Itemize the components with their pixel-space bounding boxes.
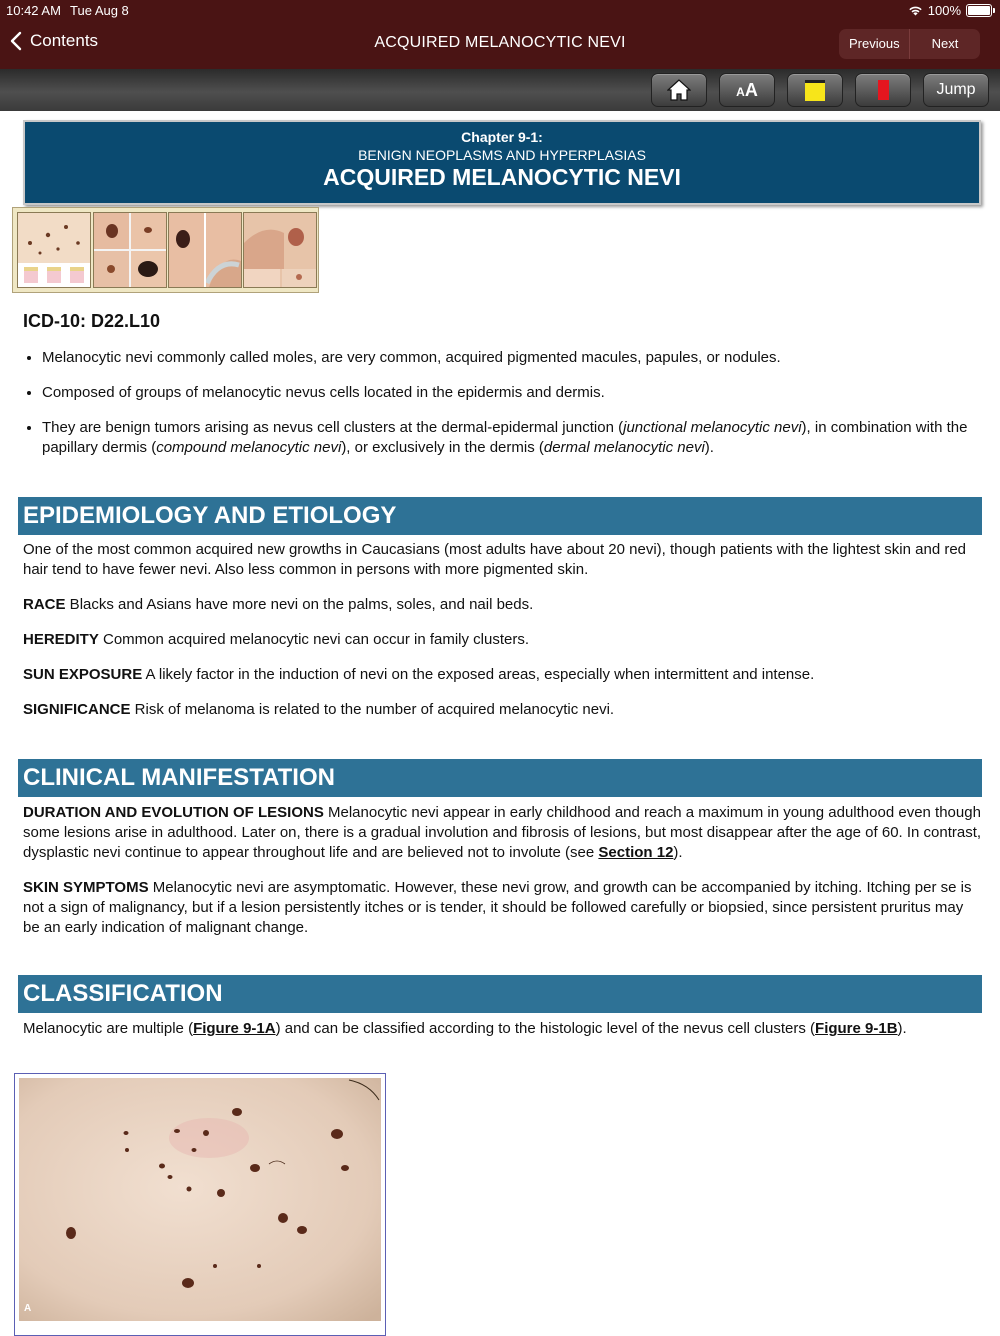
home-button[interactable] xyxy=(651,73,707,107)
previous-button[interactable]: Previous xyxy=(839,29,910,59)
nevi-thumbnail-image xyxy=(18,213,90,287)
epidemiology-section xyxy=(23,540,983,735)
bullet-term: compound melanocytic nevi xyxy=(156,439,342,456)
back-label: Contents xyxy=(30,31,99,50)
thumbnail-4[interactable] xyxy=(243,212,317,288)
paragraph-text: ). xyxy=(897,1020,907,1037)
note-button[interactable] xyxy=(787,73,843,107)
bullet-text: Composed of groups of melanocytic nevus cells located in the epidermis and dermis. xyxy=(42,384,605,401)
battery-percent: 100% xyxy=(927,3,961,18)
chapter-banner xyxy=(23,120,981,205)
status-bar xyxy=(0,0,1000,20)
bullet-text: They are benign tumors arising as nevus cell clusters at the dermal-epidermal junction ( xyxy=(42,419,624,436)
epidemiology-intro: One of the most common acquired new growths in Caucasians (most adults have about 20 nevi), though patients with the lightest skin and red hair tend to have fewer nevi. Also less common in persons with more pigmented skin. xyxy=(23,541,967,578)
home-icon xyxy=(667,79,691,101)
list-item xyxy=(42,383,1000,403)
epidemiology-item xyxy=(23,630,983,650)
nevi-thumbnail-image xyxy=(244,213,316,287)
bullet-text: ), or exclusively in the dermis ( xyxy=(341,439,544,456)
bookmark-icon xyxy=(878,80,889,100)
toolbar xyxy=(0,69,1000,111)
item-text: Risk of melanoma is related to the number of acquired melanocytic nevi. xyxy=(130,701,615,718)
epidemiology-item xyxy=(23,665,983,685)
sticky-note-icon xyxy=(805,80,825,101)
thumbnail-2[interactable] xyxy=(93,212,167,288)
paragraph-text: Melanocytic nevi appear in early childhood and reach a maximum in young adulthood even though some lesions arise in adulthood. Later on, there is a gradual involution and fibrosis of lesions, but most disappear after the age of 60. In contrast, dysplastic nevi continue to appear throughout life and are believed not to involute (see xyxy=(23,804,982,861)
section-12-link[interactable]: Section 12 xyxy=(598,844,674,861)
section-heading-epidemiology: EPIDEMIOLOGY AND ETIOLOGY xyxy=(18,497,982,535)
list-item xyxy=(42,348,1000,368)
chapter-subtitle: BENIGN NEOPLASMS AND HYPERPLASIAS xyxy=(358,147,646,163)
battery-fill xyxy=(968,6,990,15)
clinical-paragraph xyxy=(23,878,983,938)
nevi-clinical-photo xyxy=(19,1078,381,1321)
nevi-thumbnail-image xyxy=(169,213,241,287)
next-button[interactable]: Next xyxy=(931,36,959,51)
status-date: Tue Aug 8 xyxy=(70,3,129,18)
paragraph-term: DURATION AND EVOLUTION OF LESIONS xyxy=(23,804,324,821)
figure-9-1a-link[interactable]: Figure 9-1A xyxy=(193,1020,276,1037)
prev-next-control xyxy=(839,29,980,59)
font-size-button[interactable] xyxy=(719,73,775,107)
chapter-title: ACQUIRED MELANOCYTIC NEVI xyxy=(323,164,681,190)
battery-icon xyxy=(966,4,992,17)
intro-bullet-list xyxy=(23,348,1000,473)
classification-paragraph xyxy=(23,1019,983,1039)
epidemiology-item xyxy=(23,595,983,615)
list-item xyxy=(42,418,1000,458)
bullet-text: ), in combination with the papillary dermis ( xyxy=(42,419,968,456)
item-term: RACE xyxy=(23,596,66,613)
epidemiology-item xyxy=(23,700,983,720)
font-size-icon: AA xyxy=(736,79,758,100)
figure-9-1b-link[interactable]: Figure 9-1B xyxy=(815,1020,898,1037)
item-term: SUN EXPOSURE xyxy=(23,666,143,683)
item-term: HEREDITY xyxy=(23,631,99,648)
item-text: A likely factor in the induction of nevi on the exposed areas, especially when intermittent and intense. xyxy=(142,666,815,683)
figure-panel-label: A xyxy=(24,1303,32,1314)
paragraph-text: Melanocytic nevi are asymptomatic. However, these nevi grow, and growth can be accompanied by itching. Itching per se is not a sign of malignancy, but if a lesion persistently itches or is tender, it should be followed carefully or biopsied, since persistent pruritus may be an early indication of malignant change. xyxy=(23,879,972,936)
thumbnail-3[interactable] xyxy=(168,212,242,288)
paragraph-text: Melanocytic are multiple ( xyxy=(23,1020,194,1037)
nevi-thumbnail-image xyxy=(94,213,166,287)
icd-code: ICD-10: D22.L10 xyxy=(23,311,161,331)
jump-button[interactable]: Jump xyxy=(923,73,989,107)
item-term: SIGNIFICANCE xyxy=(23,701,131,718)
clinical-paragraph xyxy=(23,803,983,863)
section-heading-classification: CLASSIFICATION xyxy=(18,975,982,1013)
top-bar xyxy=(0,0,1000,69)
paragraph-term: SKIN SYMPTOMS xyxy=(23,879,149,896)
wifi-icon xyxy=(908,5,923,16)
nav-title: ACQUIRED MELANOCYTIC NEVI xyxy=(374,34,626,51)
clinical-section xyxy=(23,803,983,953)
figure-9-1a[interactable] xyxy=(14,1073,386,1336)
bullet-term: junctional melanocytic nevi xyxy=(623,419,802,436)
bookmark-button[interactable] xyxy=(855,73,911,107)
item-text: Common acquired melanocytic nevi can occur in family clusters. xyxy=(98,631,530,648)
thumbnail-1[interactable] xyxy=(17,212,91,288)
figure-thumbnail-strip xyxy=(12,207,319,293)
chapter-label: Chapter 9-1: xyxy=(461,129,543,145)
classification-section xyxy=(23,1019,983,1054)
bullet-text: Melanocytic nevi commonly called moles, are very common, acquired pigmented macules, papules, or nodules. xyxy=(42,349,781,366)
status-time: 10:42 AM xyxy=(6,3,61,18)
paragraph-text: ) and can be classified according to the histologic level of the nevus cell clusters ( xyxy=(275,1020,816,1037)
bullet-text: ). xyxy=(704,439,714,456)
bullet-term: dermal melanocytic nevi xyxy=(543,439,705,456)
paragraph-text: ). xyxy=(673,844,683,861)
item-text: Blacks and Asians have more nevi on the palms, soles, and nail beds. xyxy=(65,596,534,613)
status-right xyxy=(908,3,992,18)
section-heading-clinical: CLINICAL MANIFESTATION xyxy=(18,759,982,797)
